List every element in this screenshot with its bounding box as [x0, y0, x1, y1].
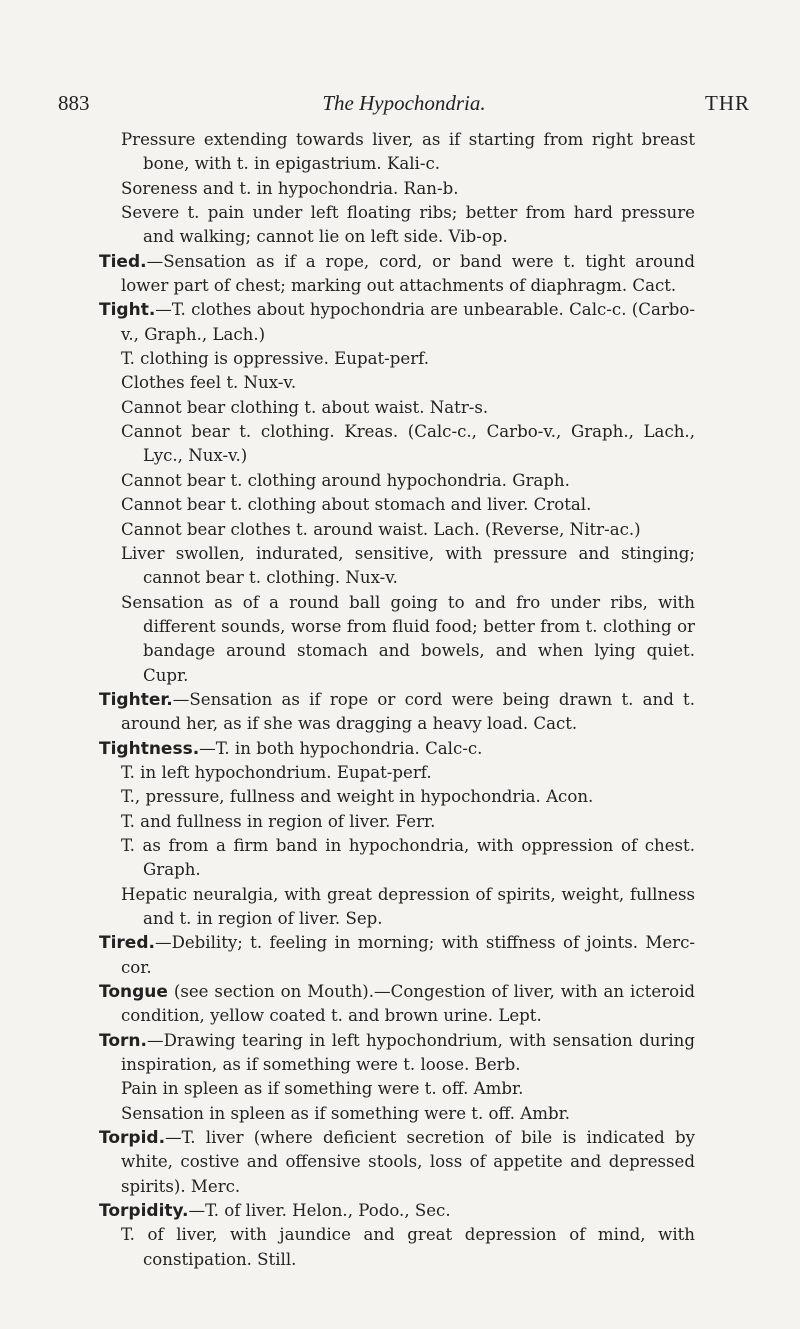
sub-entry: [121, 761, 695, 785]
entry-text: Sensation in spleen as if something were t. off. Ambr.: [121, 1103, 570, 1123]
sub-entry: [121, 810, 695, 834]
entry-text: Liver swollen, indurated, sensitive, with pressure and stinging; cannot bear t. clothing. Nux-v.: [121, 543, 695, 588]
entry-text: T. of liver, with jaundice and great depression of mind, with constipation. Still.: [121, 1225, 695, 1269]
rubric-entry: [99, 980, 695, 1029]
sub-entry: [121, 591, 695, 688]
rubric-keyword: Tightness.: [99, 738, 200, 759]
sub-entry: [121, 518, 695, 542]
rubric-entry: [99, 250, 695, 299]
rubric-entry: [99, 737, 695, 761]
entry-text: Cannot bear clothing t. about waist. Natr-s.: [121, 397, 489, 417]
entry-text: Cannot bear t. clothing about stomach and liver. Crotal.: [121, 495, 592, 515]
sub-entry: [121, 371, 695, 395]
entry-text: Pressure extending towards liver, as if starting from right breast bone, with t. in epigastrium. Kali-c.: [121, 130, 695, 174]
page-number: 883: [58, 91, 90, 115]
entry-text: Cannot bear t. clothing around hypochondria. Graph.: [121, 470, 570, 490]
sub-entry: [121, 1077, 695, 1101]
sub-entry: [121, 396, 695, 420]
rubric-entry: [99, 931, 695, 980]
running-title: The Hypochondria.: [322, 91, 486, 115]
entry-text: —T. liver (where deficient secretion of bile is indicated by white, costive and offensive stools, loss of appetite and depressed spirits). Merc.: [121, 1128, 695, 1196]
page-body: [99, 128, 695, 1272]
rubric-keyword: Tight.: [99, 300, 156, 321]
sub-entry: [121, 834, 695, 883]
rubric-entry: [99, 1126, 695, 1199]
entry-text: T. and fullness in region of liver. Ferr.: [121, 811, 436, 831]
page-header: [58, 91, 750, 119]
entry-text: —Debility; t. feeling in morning; with stiffness of joints. Merc-cor.: [121, 933, 695, 977]
sub-entry: [121, 542, 695, 591]
sub-entry: [121, 883, 695, 932]
rubric-keyword: Tied.: [99, 251, 147, 272]
entry-text: Pain in spleen as if something were t. off. Ambr.: [121, 1079, 524, 1099]
sub-entry: [121, 420, 695, 469]
entry-text: Clothes feel t. Nux-v.: [121, 373, 297, 393]
sub-entry: [121, 201, 695, 250]
entry-text: (see section on Mouth).—Congestion of liver, with an icteroid condition, yellow coated t. and brown urine. Lept.: [121, 982, 695, 1026]
rubric-keyword: Tighter.: [99, 689, 173, 710]
rubric-entry: [99, 1029, 695, 1078]
entry-text: Cannot bear t. clothing. Kreas. (Calc-c., Carbo-v., Graph., Lach., Lyc., Nux-v.): [121, 422, 695, 466]
entry-text: T., pressure, fullness and weight in hypochondria. Acon.: [121, 787, 594, 807]
entry-text: Severe t. pain under left floating ribs; better from hard pressure and walking; cannot lie on left side. Vib-op.: [121, 203, 695, 247]
sub-entry: [121, 1223, 695, 1272]
entry-text: —T. of liver. Helon., Podo., Sec.: [188, 1201, 451, 1221]
rubric-keyword: Torpid.: [99, 1128, 166, 1149]
sub-entry: [121, 177, 695, 201]
entry-text: —Sensation as if rope or cord were being drawn t. and t. around her, as if she was dragging a heavy load. Cact.: [121, 689, 695, 734]
sub-entry: [121, 128, 695, 177]
entry-text: T. clothing is oppressive. Eupat-perf.: [121, 349, 429, 369]
sub-entry: [121, 347, 695, 371]
entry-text: —Drawing tearing in left hypochondrium, with sensation during inspiration, as if something were t. loose. Berb.: [121, 1030, 695, 1075]
sub-entry: [121, 1102, 695, 1126]
rubric-entry: [99, 688, 695, 737]
rubric-keyword: Torpidity.: [99, 1201, 189, 1222]
entry-text: Soreness and t. in hypochondria. Ran-b.: [121, 178, 459, 198]
sub-entry: [121, 469, 695, 493]
entry-text: Hepatic neuralgia, with great depression of spirits, weight, fullness and t. in region of liver. Sep.: [121, 884, 695, 928]
sub-entry: [121, 785, 695, 809]
rubric-keyword: Tired.: [99, 933, 155, 954]
sub-entry: [121, 493, 695, 517]
rubric-keyword: Torn.: [99, 1030, 147, 1051]
entry-text: T. as from a firm band in hypochondria, with oppression of chest. Graph.: [121, 835, 695, 880]
entry-text: —T. clothes about hypochondria are unbearable. Calc-c. (Carbo-v., Graph., Lach.): [121, 300, 695, 344]
rubric-entry: [99, 1199, 695, 1223]
rubric-keyword: Tongue: [99, 982, 168, 1003]
entry-text: Cannot bear clothes t. around waist. Lach. (Reverse, Nitr-ac.): [121, 519, 641, 539]
section-code: THR: [705, 91, 750, 115]
entry-text: —Sensation as if a rope, cord, or band were t. tight around lower part of chest; marking out attachments of diaphragm. Cact.: [121, 251, 695, 296]
entry-text: Sensation as of a round ball going to and fro under ribs, with different sounds, worse from fluid food; better from t. clothing or bandage around stomach and bowels, and when lying quiet. Cupr.: [121, 592, 695, 685]
entry-text: T. in left hypochondrium. Eupat-perf.: [121, 762, 432, 782]
entry-text: —T. in both hypochondria. Calc-c.: [199, 738, 483, 758]
rubric-entry: [99, 298, 695, 347]
